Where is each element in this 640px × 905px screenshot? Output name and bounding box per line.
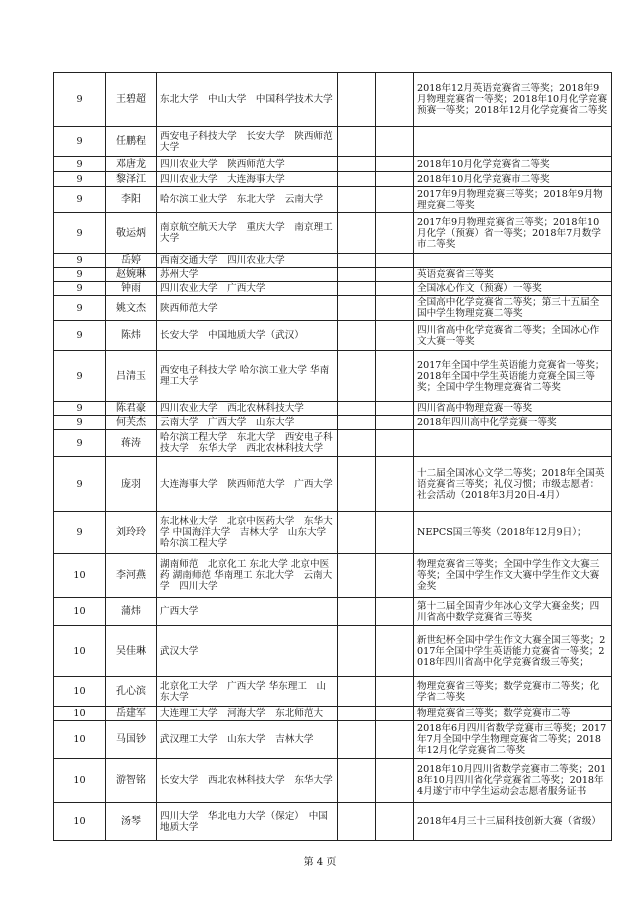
universities-cell: 长安大学 西北农林科技大学 东华大学 [157, 759, 338, 803]
student-name-cell: 岳建军 [106, 707, 157, 721]
table-row [54, 351, 612, 402]
student-name-cell: 黎泽江 [106, 172, 157, 187]
table-row [54, 803, 612, 841]
student-name-cell: 邓唐龙 [106, 157, 157, 172]
grade-cell: 10 [54, 707, 106, 721]
blank-cell-b [376, 430, 414, 457]
blank-cell-b [376, 73, 414, 127]
universities-cell: 哈尔滨工程大学 东北大学 西安电子科技大学 东华大学 西北农林科技大学 [157, 430, 338, 457]
table-row [54, 759, 612, 803]
table-row [54, 457, 612, 512]
universities-cell: 东北大学 中山大学 中国科学技术大学 [157, 73, 338, 127]
table-row [54, 187, 612, 213]
awards-cell [414, 430, 612, 457]
universities-cell: 四川农业大学 广西大学 [157, 282, 338, 296]
awards-cell: 2018年四川高中化学竞赛一等奖 [414, 416, 612, 430]
student-name-cell: 马国钞 [106, 721, 157, 759]
student-name-cell: 庞羽 [106, 457, 157, 512]
universities-cell: 哈尔滨工业大学 东北大学 云南大学 [157, 187, 338, 213]
blank-cell-b [376, 759, 414, 803]
student-name-cell: 姚文杰 [106, 296, 157, 321]
grade-cell: 10 [54, 759, 106, 803]
student-name-cell: 吕清玉 [106, 351, 157, 402]
universities-cell: 西安电子科技大学 哈尔滨工业大学 华南理工大学 [157, 351, 338, 402]
blank-cell-a [338, 598, 376, 626]
blank-cell-b [376, 282, 414, 296]
table-row [54, 598, 612, 626]
blank-cell-b [376, 127, 414, 157]
universities-cell: 湖南师范 北京化工 东北大学 北京中医药 湖南师范 华南理工 东北大学 云南大学 四川大学 [157, 554, 338, 598]
blank-cell-b [376, 213, 414, 254]
universities-cell: 武汉理工大学 山东大学 吉林大学 [157, 721, 338, 759]
blank-cell-b [376, 626, 414, 677]
table-row [54, 254, 612, 268]
student-table [53, 72, 612, 841]
blank-cell-a [338, 213, 376, 254]
page-number: 第 4 页 [303, 857, 337, 868]
blank-cell-a [338, 296, 376, 321]
student-name-cell: 刘玲玲 [106, 512, 157, 554]
student-name-cell: 蒲炜 [106, 598, 157, 626]
blank-cell-a [338, 554, 376, 598]
awards-cell: 物理竞赛省三等奖；数学竞赛市二等奖；化学省二等奖 [414, 677, 612, 707]
blank-cell-b [376, 172, 414, 187]
grade-cell: 9 [54, 187, 106, 213]
table-row [54, 268, 612, 282]
student-name-cell: 吴佳琳 [106, 626, 157, 677]
blank-cell-a [338, 457, 376, 512]
table-row [54, 402, 612, 416]
grade-cell: 9 [54, 512, 106, 554]
universities-cell: 东北林业大学 北京中医药大学 东华大学 中国海洋大学 吉林大学 山东大学 哈尔滨工程大学 [157, 512, 338, 554]
awards-cell: 2018年10月化学竞赛省二等奖 [414, 157, 612, 172]
table-row [54, 127, 612, 157]
blank-cell-a [338, 759, 376, 803]
awards-cell: 2017年全国中学生英语能力竞赛省一等奖；2018年全国中学生英语能力竞赛全国三等奖；全国中学生物理竞赛省二等奖 [414, 351, 612, 402]
blank-cell-b [376, 416, 414, 430]
student-name-cell: 何芙杰 [106, 416, 157, 430]
awards-cell: 物理竞赛省三等奖；数学竞赛市二等 [414, 707, 612, 721]
awards-cell: 2018年6月四川省数学竞赛市三等奖；2017年7月全国中学生物理竞赛省二等奖；2018年12月化学竞赛省二等奖 [414, 721, 612, 759]
blank-cell-a [338, 321, 376, 351]
grade-cell: 9 [54, 73, 106, 127]
blank-cell-b [376, 254, 414, 268]
universities-cell: 西安电子科技大学 长安大学 陕西师范大学 [157, 127, 338, 157]
table-row [54, 282, 612, 296]
blank-cell-b [376, 677, 414, 707]
grade-cell: 9 [54, 268, 106, 282]
grade-cell: 9 [54, 402, 106, 416]
grade-cell: 10 [54, 721, 106, 759]
awards-cell: 第十二届全国青少年冰心文学大赛金奖；四川省高中数学竞赛省三等奖 [414, 598, 612, 626]
student-name-cell: 任鹏程 [106, 127, 157, 157]
blank-cell-a [338, 707, 376, 721]
student-name-cell: 岳婷 [106, 254, 157, 268]
table-row [54, 707, 612, 721]
table-row [54, 721, 612, 759]
blank-cell-b [376, 351, 414, 402]
awards-cell: 十二届全国冰心文学二等奖；2018年全国英语竞赛省三等奖；礼仪习惯；市级志愿者：社会活动（2018年3月20日-4月） [414, 457, 612, 512]
student-name-cell: 陈炜 [106, 321, 157, 351]
student-name-cell: 王碧超 [106, 73, 157, 127]
blank-cell-a [338, 677, 376, 707]
universities-cell: 苏州大学 [157, 268, 338, 282]
blank-cell-b [376, 268, 414, 282]
grade-cell: 9 [54, 172, 106, 187]
universities-cell: 云南大学 广西大学 山东大学 [157, 416, 338, 430]
student-name-cell: 游智铭 [106, 759, 157, 803]
student-name-cell: 李河燕 [106, 554, 157, 598]
universities-cell: 西南交通大学 四川农业大学 [157, 254, 338, 268]
grade-cell: 9 [54, 282, 106, 296]
blank-cell-a [338, 187, 376, 213]
awards-cell: 全国冰心作文（预赛）一等奖 [414, 282, 612, 296]
universities-cell: 四川农业大学 陕西师范大学 [157, 157, 338, 172]
table-row [54, 213, 612, 254]
grade-cell: 9 [54, 296, 106, 321]
blank-cell-a [338, 157, 376, 172]
student-name-cell: 孔心滨 [106, 677, 157, 707]
student-name-cell: 钟雨 [106, 282, 157, 296]
grade-cell: 9 [54, 157, 106, 172]
blank-cell-a [338, 721, 376, 759]
universities-cell: 南京航空航天大学 重庆大学 南京理工大学 [157, 213, 338, 254]
student-name-cell: 李阳 [106, 187, 157, 213]
table-row [54, 677, 612, 707]
grade-cell: 9 [54, 351, 106, 402]
awards-cell: NEPCS国三等奖（2018年12月9日）； [414, 512, 612, 554]
blank-cell-a [338, 282, 376, 296]
universities-cell: 四川农业大学 西北农林科技大学 [157, 402, 338, 416]
blank-cell-a [338, 127, 376, 157]
blank-cell-a [338, 402, 376, 416]
awards-cell: 2018年4月三十三届科技创新大赛（省级） [414, 803, 612, 841]
blank-cell-b [376, 321, 414, 351]
table-row [54, 554, 612, 598]
student-name-cell: 蒋涛 [106, 430, 157, 457]
grade-cell: 9 [54, 321, 106, 351]
universities-cell: 陕西师范大学 [157, 296, 338, 321]
blank-cell-a [338, 626, 376, 677]
awards-cell: 2018年10月四川省数学竞赛市二等奖；2018年10月四川省化学竞赛省二等奖；2018年4月遂宁市中学生运动会志愿者服务证书 [414, 759, 612, 803]
blank-cell-b [376, 296, 414, 321]
blank-cell-a [338, 73, 376, 127]
blank-cell-a [338, 268, 376, 282]
blank-cell-a [338, 512, 376, 554]
universities-cell: 广西大学 [157, 598, 338, 626]
grade-cell: 9 [54, 254, 106, 268]
blank-cell-b [376, 457, 414, 512]
student-name-cell: 汤琴 [106, 803, 157, 841]
grade-cell: 10 [54, 626, 106, 677]
awards-cell: 2017年9月物理竞赛省三等奖；2018年10月化学（预赛）省一等奖；2018年7月数学市二等奖 [414, 213, 612, 254]
table-row [54, 172, 612, 187]
awards-cell: 2018年10月化学竞赛市二等奖 [414, 172, 612, 187]
blank-cell-a [338, 416, 376, 430]
grade-cell: 10 [54, 598, 106, 626]
student-name-cell: 陈君豪 [106, 402, 157, 416]
blank-cell-b [376, 721, 414, 759]
table-row [54, 626, 612, 677]
blank-cell-a [338, 172, 376, 187]
awards-cell: 物理竞赛省三等奖；全国中学生作文大赛三等奖；全国中学生作文大赛中学生作文大赛金奖 [414, 554, 612, 598]
student-table-container [53, 72, 611, 841]
table-row [54, 430, 612, 457]
grade-cell: 10 [54, 554, 106, 598]
blank-cell-b [376, 402, 414, 416]
table-row [54, 296, 612, 321]
grade-cell: 9 [54, 430, 106, 457]
awards-cell: 2018年12月英语竞赛省三等奖；2018年9月物理竞赛省一等奖；2018年10月化学竞赛预赛一等奖；2018年12月化学竞赛省二等奖 [414, 73, 612, 127]
grade-cell: 10 [54, 803, 106, 841]
awards-cell: 2017年9月物理竞赛三等奖；2018年9月物理竞赛二等奖 [414, 187, 612, 213]
grade-cell: 9 [54, 127, 106, 157]
awards-cell: 四川省高中化学竞赛省二等奖；全国冰心作文大赛一等奖 [414, 321, 612, 351]
awards-cell: 新世纪杯全国中学生作文大赛全国三等奖；2017年全国中学生英语能力竞赛省一等奖；2018年四川省高中化学竞赛省级三等奖； [414, 626, 612, 677]
universities-cell: 武汉大学 [157, 626, 338, 677]
universities-cell: 大连理工大学 河海大学 东北师范大 [157, 707, 338, 721]
blank-cell-b [376, 554, 414, 598]
blank-cell-b [376, 157, 414, 172]
grade-cell: 10 [54, 677, 106, 707]
awards-cell [414, 254, 612, 268]
awards-cell: 全国高中化学竞赛省二等奖；第三十五届全国中学生物理竞赛二等奖 [414, 296, 612, 321]
blank-cell-b [376, 707, 414, 721]
universities-cell: 长安大学 中国地质大学（武汉） [157, 321, 338, 351]
blank-cell-a [338, 351, 376, 402]
universities-cell: 四川农业大学 大连海事大学 [157, 172, 338, 187]
awards-cell [414, 127, 612, 157]
universities-cell: 北京化工大学 广西大学 华东理工 山东大学 [157, 677, 338, 707]
awards-cell: 英语竞赛省三等奖 [414, 268, 612, 282]
blank-cell-b [376, 187, 414, 213]
blank-cell-b [376, 803, 414, 841]
awards-cell: 四川省高中物理竞赛一等奖 [414, 402, 612, 416]
table-row [54, 321, 612, 351]
table-row [54, 416, 612, 430]
blank-cell-b [376, 512, 414, 554]
blank-cell-a [338, 254, 376, 268]
grade-cell: 9 [54, 416, 106, 430]
universities-cell: 大连海事大学 陕西师范大学 广西大学 [157, 457, 338, 512]
table-row [54, 512, 612, 554]
blank-cell-a [338, 803, 376, 841]
student-name-cell: 赵婉琳 [106, 268, 157, 282]
grade-cell: 9 [54, 457, 106, 512]
blank-cell-a [338, 430, 376, 457]
universities-cell: 四川大学 华北电力大学（保定） 中国地质大学 [157, 803, 338, 841]
blank-cell-b [376, 598, 414, 626]
student-name-cell: 敬运炳 [106, 213, 157, 254]
table-row [54, 157, 612, 172]
table-row [54, 73, 612, 127]
grade-cell: 9 [54, 213, 106, 254]
